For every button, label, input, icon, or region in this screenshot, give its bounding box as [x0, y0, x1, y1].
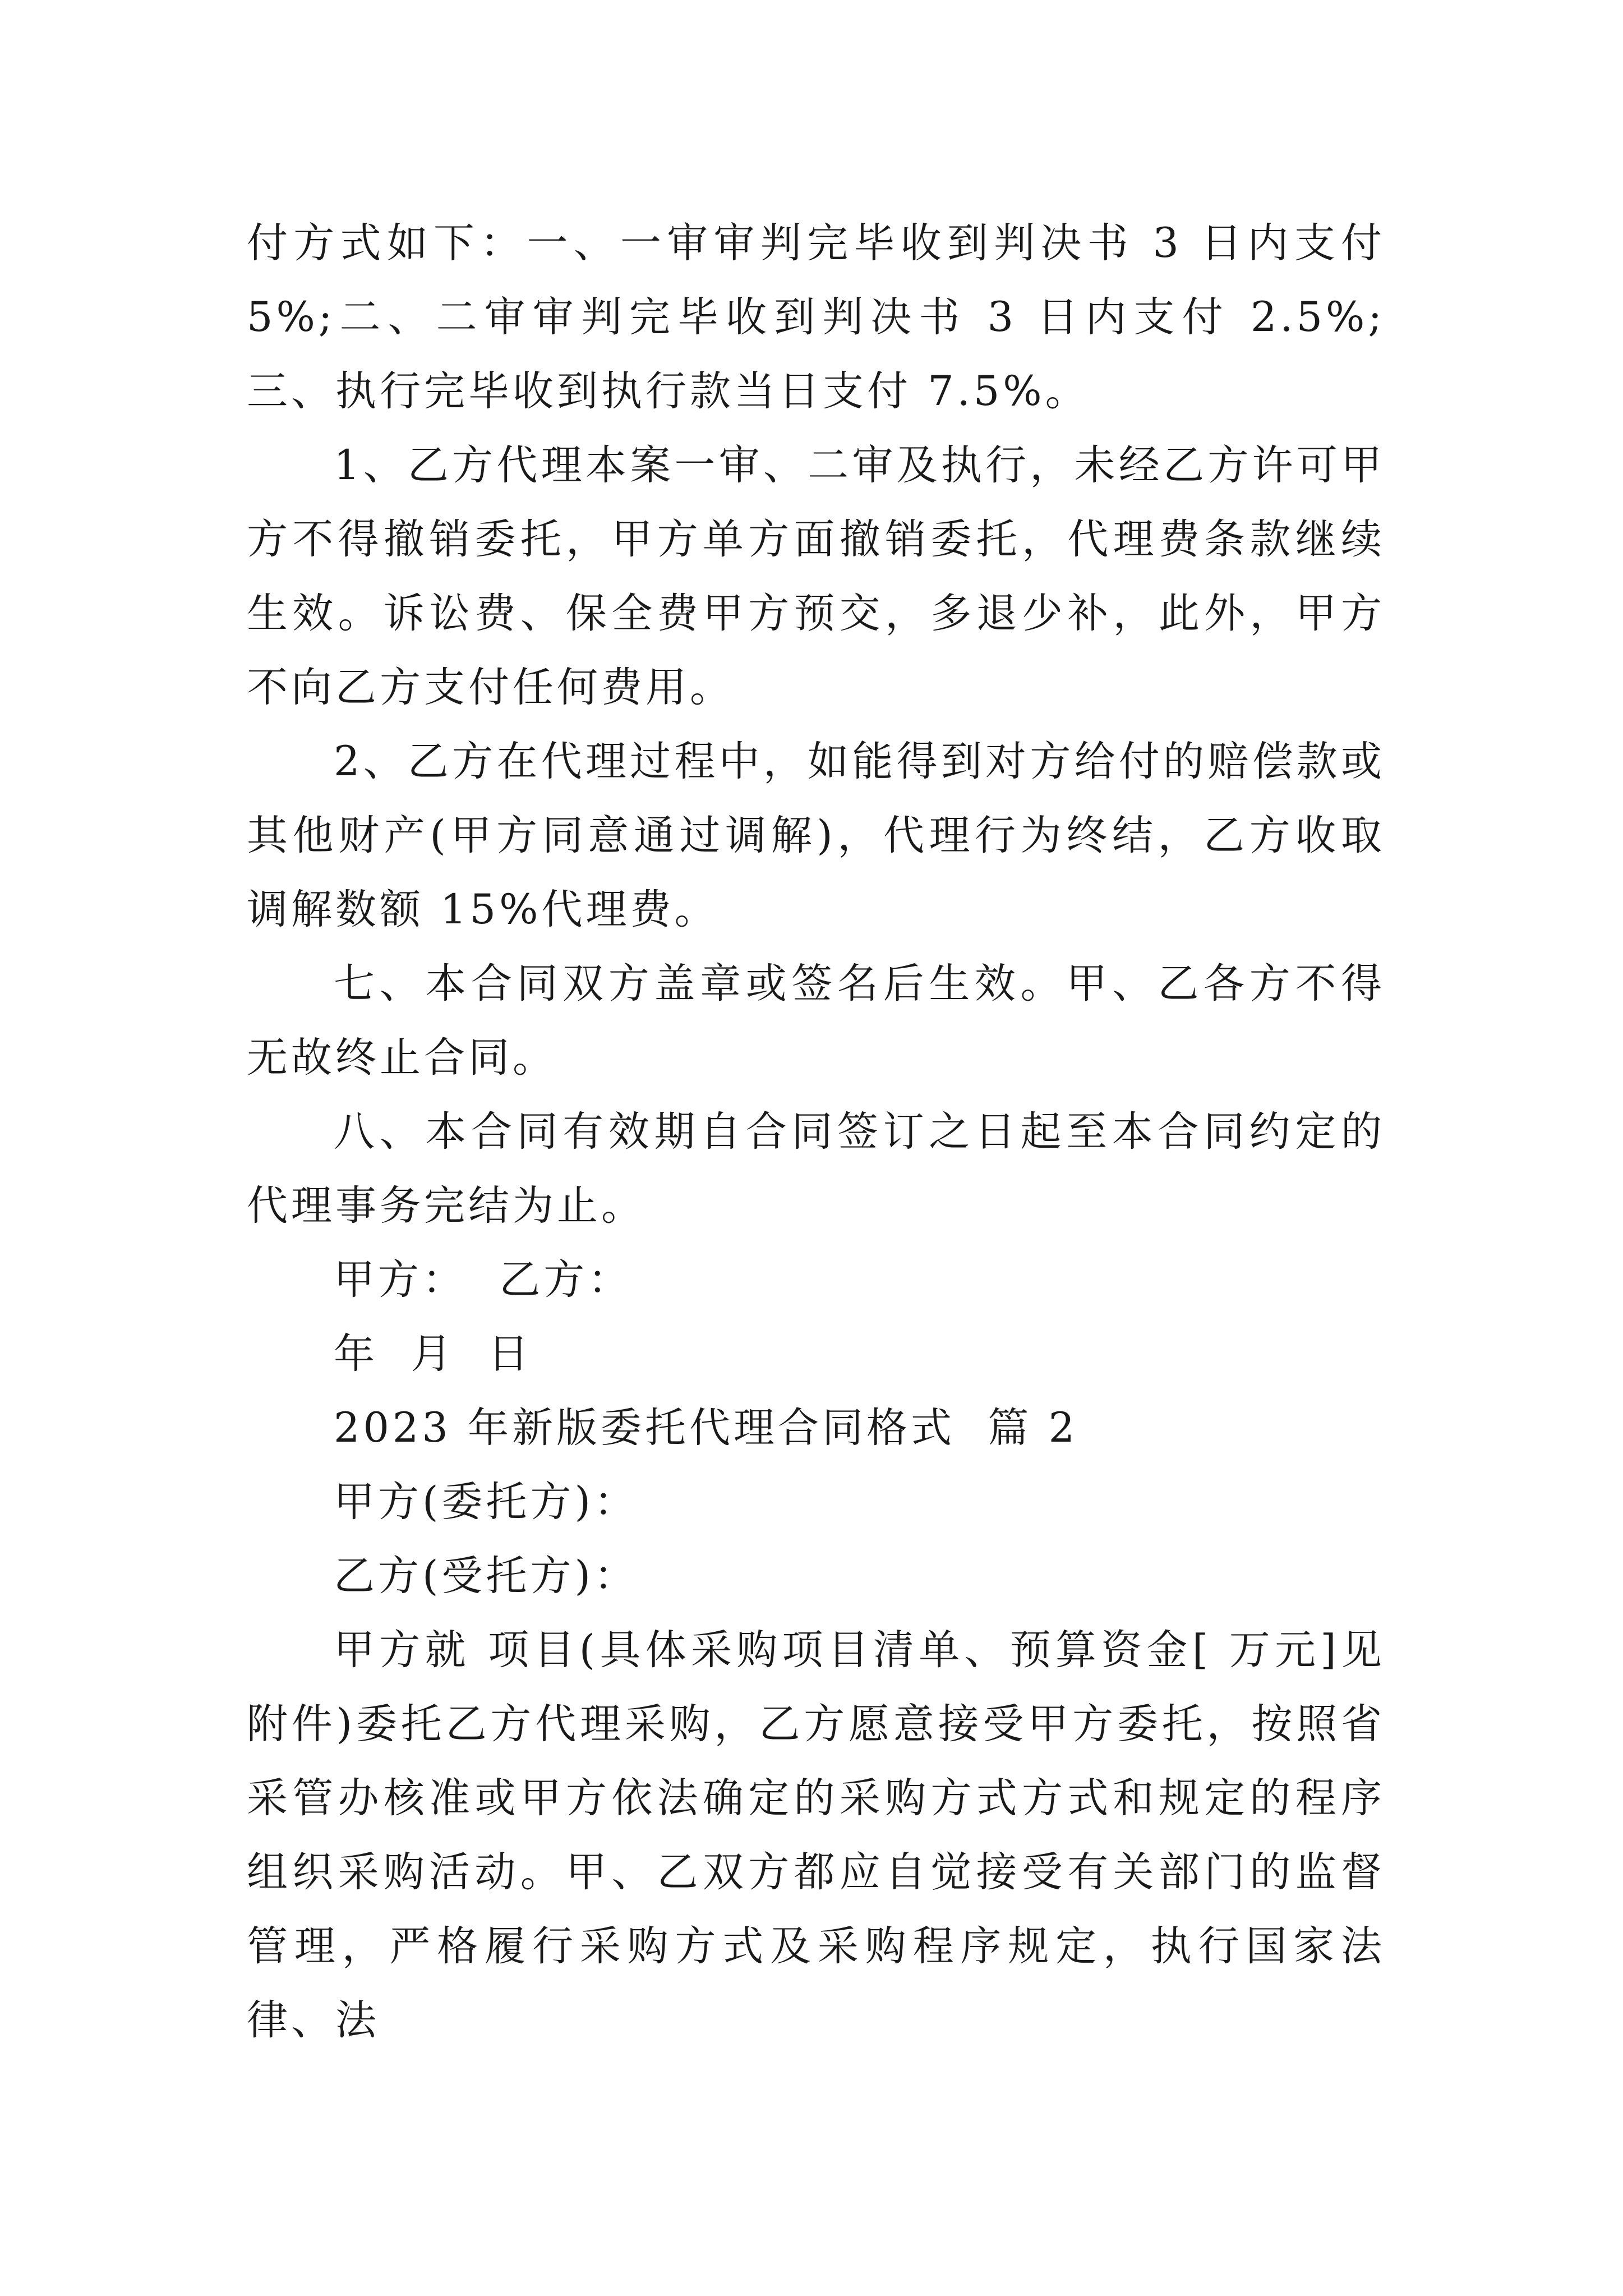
clause-7-paragraph: 七、本合同双方盖章或签名后生效。甲、乙各方不得无故终止合同。	[247, 960, 1385, 1082]
section-title: 2023 年新版委托代理合同格式 篇 2	[334, 1404, 1078, 1452]
date-line: 年 月 日	[334, 1330, 532, 1378]
document-body	[247, 206, 1385, 2058]
clause-1-paragraph: 1、乙方代理本案一审、二审及执行，未经乙方许可甲方不得撤销委托，甲方单方面撤销委托，代理费条款继续生效。诉讼费、保全费甲方预交，多退少补，此外，甲方不向乙方支付任何费用。	[247, 441, 1385, 711]
party-a-line: 甲方(委托方)：	[334, 1478, 638, 1526]
clause-2-paragraph: 2、乙方在代理过程中，如能得到对方给付的赔偿款或其他财产(甲方同意通过调解)，代理行为终结，乙方收取调解数额 15%代理费。	[247, 738, 1385, 933]
clause-8-paragraph: 八、本合同有效期自合同签订之日起至本合同约定的代理事务完结为止。	[247, 1108, 1385, 1230]
party-b-line: 乙方(受托方)：	[334, 1552, 638, 1600]
signature-line: 甲方： 乙方：	[334, 1256, 633, 1304]
payment-terms-paragraph: 付方式如下：一、一审审判完毕收到判决书 3 日内支付 5%;二、二审审判完毕收到判决书 3 日内支付 2.5%;三、执行完毕收到执行款当日支付 7.5%。	[247, 219, 1385, 415]
procurement-paragraph: 甲方就 项目(具体采购项目清单、预算资金[ 万元]见附件)委托乙方代理采购，乙方愿意接受甲方委托，按照省采管办核准或甲方依法确定的采购方式方式和规定的程序组织采购活动。甲、乙双方都应自觉接受有关部门的监督管理，严格履行采购方式及采购程序规定，执行国家法律、法	[247, 1626, 1385, 2044]
